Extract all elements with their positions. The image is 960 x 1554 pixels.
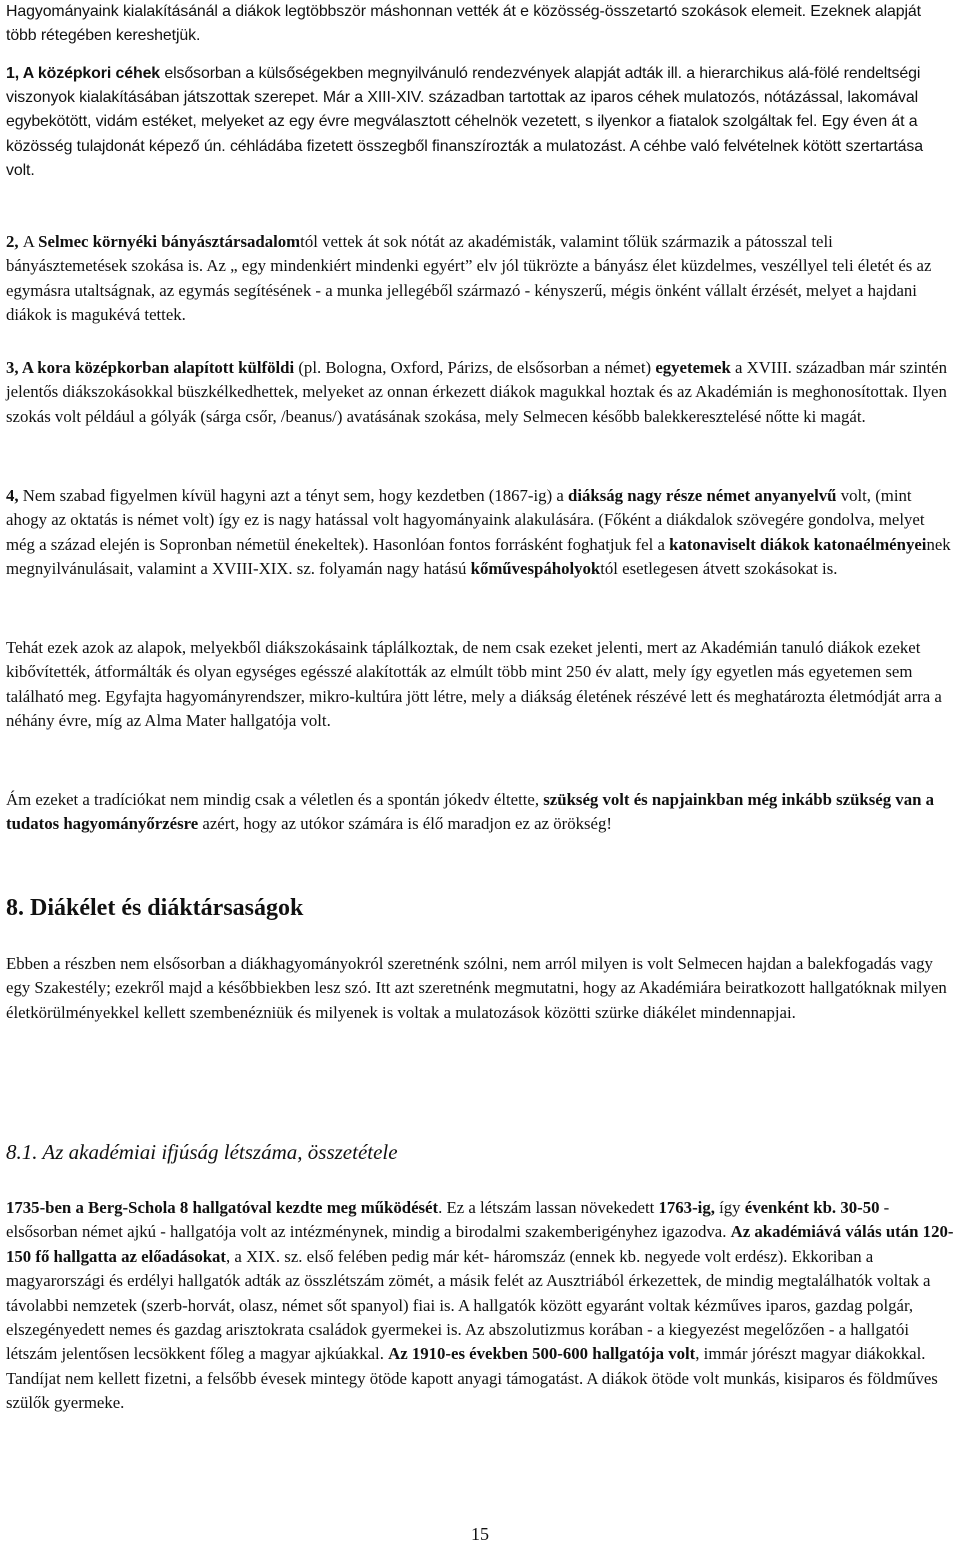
paragraph-1-text bbox=[6, 62, 954, 183]
paragraph-4-text bbox=[6, 484, 954, 582]
bold-run: szükség volt és napjainkban még inkább szükség van a tudatos hagyományőrzésre bbox=[6, 790, 935, 834]
paragraph-2-text bbox=[6, 230, 954, 328]
bold-run: évenként kb. 30-50 bbox=[744, 1198, 880, 1217]
paragraph-5-summary bbox=[6, 636, 954, 734]
bold-run: katonaviselt diákok katonaélményei bbox=[669, 534, 927, 554]
bold-run: 3, A kora középkorban alapított külföldi bbox=[6, 358, 295, 377]
text-run: azért, hogy az utókor számára is élő maradjon ez az örökség! bbox=[198, 814, 612, 834]
heading-akademiai-ifjusag: 8.1. Az akadémiai ifjúság létszáma, összetétele bbox=[6, 1140, 398, 1164]
paragraph-6-tradition bbox=[6, 788, 954, 837]
text-run: , a XIX. sz. első felében pedig már két- háromszáz (ennek kb. negyede volt erdész). Ekkoriban a magyarországi és erdélyi hallgatók adták az összlétszám zömét, a másik felét az Ausztriából érkezettek, de mindig megtalálhatók voltak a távolabbi nemzetek (szerb-horvát, olasz, német sőt spanyol) fiai is. A hallgatók között egyaránt voltak kézműves iparos, gazdag polgár, elszegényedett nemes és gazdag arisztokrata családok gyermekei is. Az abszolutizmus korában - a kiegyezést megelőzően - a hallgatói létszám jelentősen lecsökkent főleg a magyar ajkúakkal. bbox=[6, 1246, 931, 1364]
paragraph-3-universities bbox=[6, 356, 954, 429]
bold-run: kőművespáholyok bbox=[470, 559, 601, 579]
heading-diakelet: 8. Diákélet és diáktársaságok bbox=[6, 895, 304, 921]
text-run: tól vettek át sok nótát az akadémisták, valamint tőlük származik a pátosszal teli bányásztemetések szokása is. Az „ egy mindenkiért mindenki egyért” elv jól tükrözte a bányász élet küzdelmes, veszéllyel teli életét és az egymásra utaltságnak, az egymás segítésének - a munka jellegéből származó - kényszerű, mégis önként vállalt érzését, melyet a hajdani diákok is magukévá tettek. bbox=[6, 232, 932, 325]
intro-text: Hagyományaink kialakításánál a diákok legtöbbször máshonnan vették át e közösség-összetartó szokások elemeit. Ezeknek alapját több rétegében kereshetjük. bbox=[6, 3, 921, 45]
bold-run: Selmec környéki bányásztársadalom bbox=[38, 232, 301, 251]
bold-run: 1763-ig, bbox=[658, 1198, 715, 1217]
section-heading-8-1 bbox=[6, 1138, 954, 1166]
bold-run: 4, bbox=[6, 486, 23, 505]
paragraph-3-text bbox=[6, 356, 954, 429]
bold-run: diákság nagy része német anyanyelvű bbox=[568, 486, 837, 505]
bold-run: 1735-ben a Berg-Schola 8 hallgatóval kezdte meg működését bbox=[6, 1198, 439, 1217]
text-run: (pl. Bologna, Oxford, Párizs, de elsősorban a német) bbox=[294, 358, 656, 377]
bold-run: egyetemek bbox=[655, 358, 731, 377]
text-run: nek megnyilvánulásait, valamint a XVIII-XIX. sz. folyamán nagy hatású bbox=[6, 534, 951, 579]
paragraph-2-miners bbox=[6, 230, 954, 328]
paragraph-8-text bbox=[6, 1196, 954, 1416]
text-run: A bbox=[22, 232, 39, 251]
text-run: Nem szabad figyelmen kívül hagyni azt a tényt sem, hogy kezdetben (1867-ig) a bbox=[22, 486, 568, 505]
text-run: a XVIII. században már szintén jelentős diákszokásokkal büszkélkedhettek, melyeket az onnan érkezett diákok magukkal hoztak és az Akadémián is meghonosítottak. Ilyen szokás volt például a gólyák (sárga csőr, /beanus/) avatásának szokása, mely Selmecen később balekkeresztelésé nőtte ki magát. bbox=[6, 358, 948, 426]
bold-run: 1, A bbox=[6, 65, 38, 82]
text-run: , immár jórészt magyar diákokkal. Tandíjat nem kellett fizetni, a felsőbb évesek mintegy ötöde kapott anyagi támogatást. A diákok ötöde volt munkás, kisiparos és földműves szülők gyermeke. bbox=[6, 1344, 938, 1413]
paragraph-1-guilds bbox=[6, 62, 954, 183]
section-heading-8 bbox=[6, 893, 954, 923]
text-run: - elsősorban német ajkú - hallgatója volt az intézménynek, mindig a birodalmi szakemberigényhez igazodva. bbox=[6, 1198, 890, 1242]
text-run: tól esetlegesen átvett szokásokat is. bbox=[600, 559, 838, 579]
paragraph-6-text bbox=[6, 788, 954, 837]
bold-run: középkori céhek bbox=[37, 65, 161, 82]
bold-run: 2, bbox=[6, 232, 23, 251]
paragraph-5-text: Tehát ezek azok az alapok, melyekből diákszokásaink táplálkoztak, de nem csak ezeket jelenti, mert az Akadémián tanuló diákok ezeket kibővítették, átformálták és olyan egységes egésszé alakították az elmúlt több mint 250 év alatt, mely így egyetlen más egyetemen sem található meg. Egyfajta hagyományrendszer, mikro-kultúra jött létre, mely a diákság életének részévé lett és meghatározta életmódját arra a néhány évre, míg az Alma Mater hallgatója volt. bbox=[6, 638, 942, 731]
bold-run: Az 1910-es években 500-600 hallgatója volt bbox=[388, 1344, 696, 1364]
text-run: így bbox=[714, 1198, 745, 1217]
bold-run: Az akadémiává válás után 120-150 fő hallgatta az előadásokat bbox=[6, 1222, 954, 1266]
paragraph-7-text: Ebben a részben nem elsősorban a diákhagyományokról szeretnénk szólni, nem arról milyen is volt Selmecen hajdan a balekfogadás vagy egy Szakestély; ezekről majd a későbbiekben lesz szó. Itt azt szeretnénk megmutatni, hogy az Akadémiára beiratkozott hallgatóknak milyen életkörülményekkel kellett szembenézniük és milyenek is voltak a mulatozások közötti szürke diákélet mindennapjai. bbox=[6, 954, 947, 1022]
text-run: volt, (mint ahogy az oktatás is német volt) így ez is nagy hatással volt hagyományaink alakulására. (Főként a diákdalok szövegére gondolva, melyet még a század elején is Sopronban németül énekeltek). Hasonlóan fontos forrásként foghatjuk fel a bbox=[6, 486, 925, 554]
text-run: Ám ezeket a tradíciókat nem mindig csak a véletlen és a spontán jókedv éltette, bbox=[6, 790, 544, 809]
paragraph-7-intro bbox=[6, 952, 954, 1025]
intro-paragraph bbox=[6, 0, 954, 48]
text-run: . Ez a létszám lassan növekedett bbox=[438, 1198, 659, 1217]
text-run: elsősorban a külsőségekben megnyilvánuló rendezvények alapját adták ill. a hierarchikus alá-fölé rendeltségi viszonyok kialakításában játszottak szerepet. Már a XIII-XIV. században tartottak az iparos céhek mulatozós, nótázással, lakomával egybekötött, vidám estéket, melyeket az egy évre megválasztott céhelnök vezetett, s ilyenkor a fiatalok szolgáltak fel. Egy éven át a közösség tulajdonát képező ún. céhládába fizetett összegből finanszírozták a mulatozást. A céhbe való felvételnek kötött szertartása volt. bbox=[6, 65, 923, 179]
paragraph-8-headcount bbox=[6, 1196, 954, 1416]
page-number: 15 bbox=[471, 1524, 489, 1544]
paragraph-4-german bbox=[6, 484, 954, 582]
